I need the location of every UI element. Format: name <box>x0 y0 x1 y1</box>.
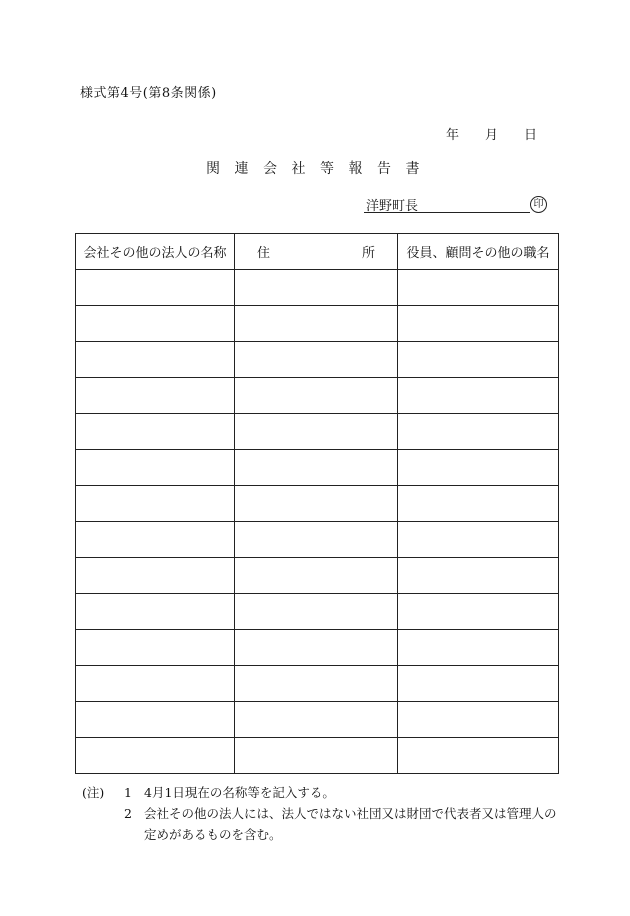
year-label: 年 <box>446 128 460 143</box>
cell-company-name[interactable] <box>76 486 235 522</box>
cell-address[interactable] <box>235 522 398 558</box>
cell-position[interactable] <box>398 738 559 774</box>
cell-company-name[interactable] <box>76 522 235 558</box>
cell-position[interactable] <box>398 378 559 414</box>
header-address-left: 住 <box>257 246 271 261</box>
cell-address[interactable] <box>235 702 398 738</box>
cell-address[interactable] <box>235 738 398 774</box>
cell-address[interactable] <box>235 378 398 414</box>
cell-position[interactable] <box>398 486 559 522</box>
day-label: 日 <box>524 128 538 143</box>
cell-company-name[interactable] <box>76 306 235 342</box>
note-text: 4月1日現在の名称等を記入する。 <box>144 785 335 800</box>
notes-prefix: (注) <box>82 785 105 800</box>
cell-address[interactable] <box>235 486 398 522</box>
cell-company-name[interactable] <box>76 594 235 630</box>
seal-icon: 印 <box>530 196 547 213</box>
table-row <box>76 342 559 378</box>
table-body <box>76 270 559 774</box>
table-row <box>76 450 559 486</box>
cell-address[interactable] <box>235 270 398 306</box>
table-row <box>76 414 559 450</box>
cell-company-name[interactable] <box>76 738 235 774</box>
header-company-name: 会社その他の法人の名称 <box>76 234 235 270</box>
month-label: 月 <box>485 128 499 143</box>
addressee-name: 洋野町長 <box>366 199 419 214</box>
cell-company-name[interactable] <box>76 702 235 738</box>
cell-address[interactable] <box>235 414 398 450</box>
cell-company-name[interactable] <box>76 342 235 378</box>
table-row <box>76 378 559 414</box>
cell-company-name[interactable] <box>76 270 235 306</box>
cell-company-name[interactable] <box>76 450 235 486</box>
cell-address[interactable] <box>235 594 398 630</box>
document-title: 関連会社等報告書 <box>206 161 434 177</box>
cell-company-name[interactable] <box>76 666 235 702</box>
report-table <box>75 233 559 774</box>
cell-address[interactable] <box>235 342 398 378</box>
note-text: 会社その他の法人には、法人ではない社団又は財団で代表者又は管理人の定めがあるものを含む。 <box>144 806 557 842</box>
table-row <box>76 486 559 522</box>
cell-position[interactable] <box>398 270 559 306</box>
table-row <box>76 522 559 558</box>
cell-address[interactable] <box>235 558 398 594</box>
table-row <box>76 738 559 774</box>
header-address-right: 所 <box>361 246 375 261</box>
cell-address[interactable] <box>235 666 398 702</box>
cell-position[interactable] <box>398 666 559 702</box>
table-row <box>76 270 559 306</box>
table-row <box>76 702 559 738</box>
cell-position[interactable] <box>398 306 559 342</box>
cell-company-name[interactable] <box>76 630 235 666</box>
addressee-underline <box>364 212 530 213</box>
cell-company-name[interactable] <box>76 414 235 450</box>
cell-position[interactable] <box>398 414 559 450</box>
cell-position[interactable] <box>398 702 559 738</box>
cell-position[interactable] <box>398 594 559 630</box>
cell-position[interactable] <box>398 558 559 594</box>
note-item-1 <box>82 782 558 803</box>
note-number: 1 <box>124 785 132 800</box>
cell-position[interactable] <box>398 342 559 378</box>
table-header-row <box>76 234 559 270</box>
cell-address[interactable] <box>235 450 398 486</box>
addressee-line <box>364 195 546 213</box>
table-row <box>76 630 559 666</box>
cell-address[interactable] <box>235 306 398 342</box>
note-number: 2 <box>124 806 132 821</box>
form-number: 様式第4号(第8条関係) <box>80 86 217 101</box>
notes <box>82 782 558 845</box>
cell-company-name[interactable] <box>76 378 235 414</box>
header-address <box>235 234 398 270</box>
table-row <box>76 666 559 702</box>
note-item-2 <box>82 803 558 845</box>
cell-position[interactable] <box>398 630 559 666</box>
table-row <box>76 306 559 342</box>
table-row <box>76 594 559 630</box>
header-position: 役員、顧問その他の職名 <box>398 234 559 270</box>
cell-position[interactable] <box>398 522 559 558</box>
date-line <box>446 124 537 143</box>
cell-address[interactable] <box>235 630 398 666</box>
cell-position[interactable] <box>398 450 559 486</box>
cell-company-name[interactable] <box>76 558 235 594</box>
table-row <box>76 558 559 594</box>
